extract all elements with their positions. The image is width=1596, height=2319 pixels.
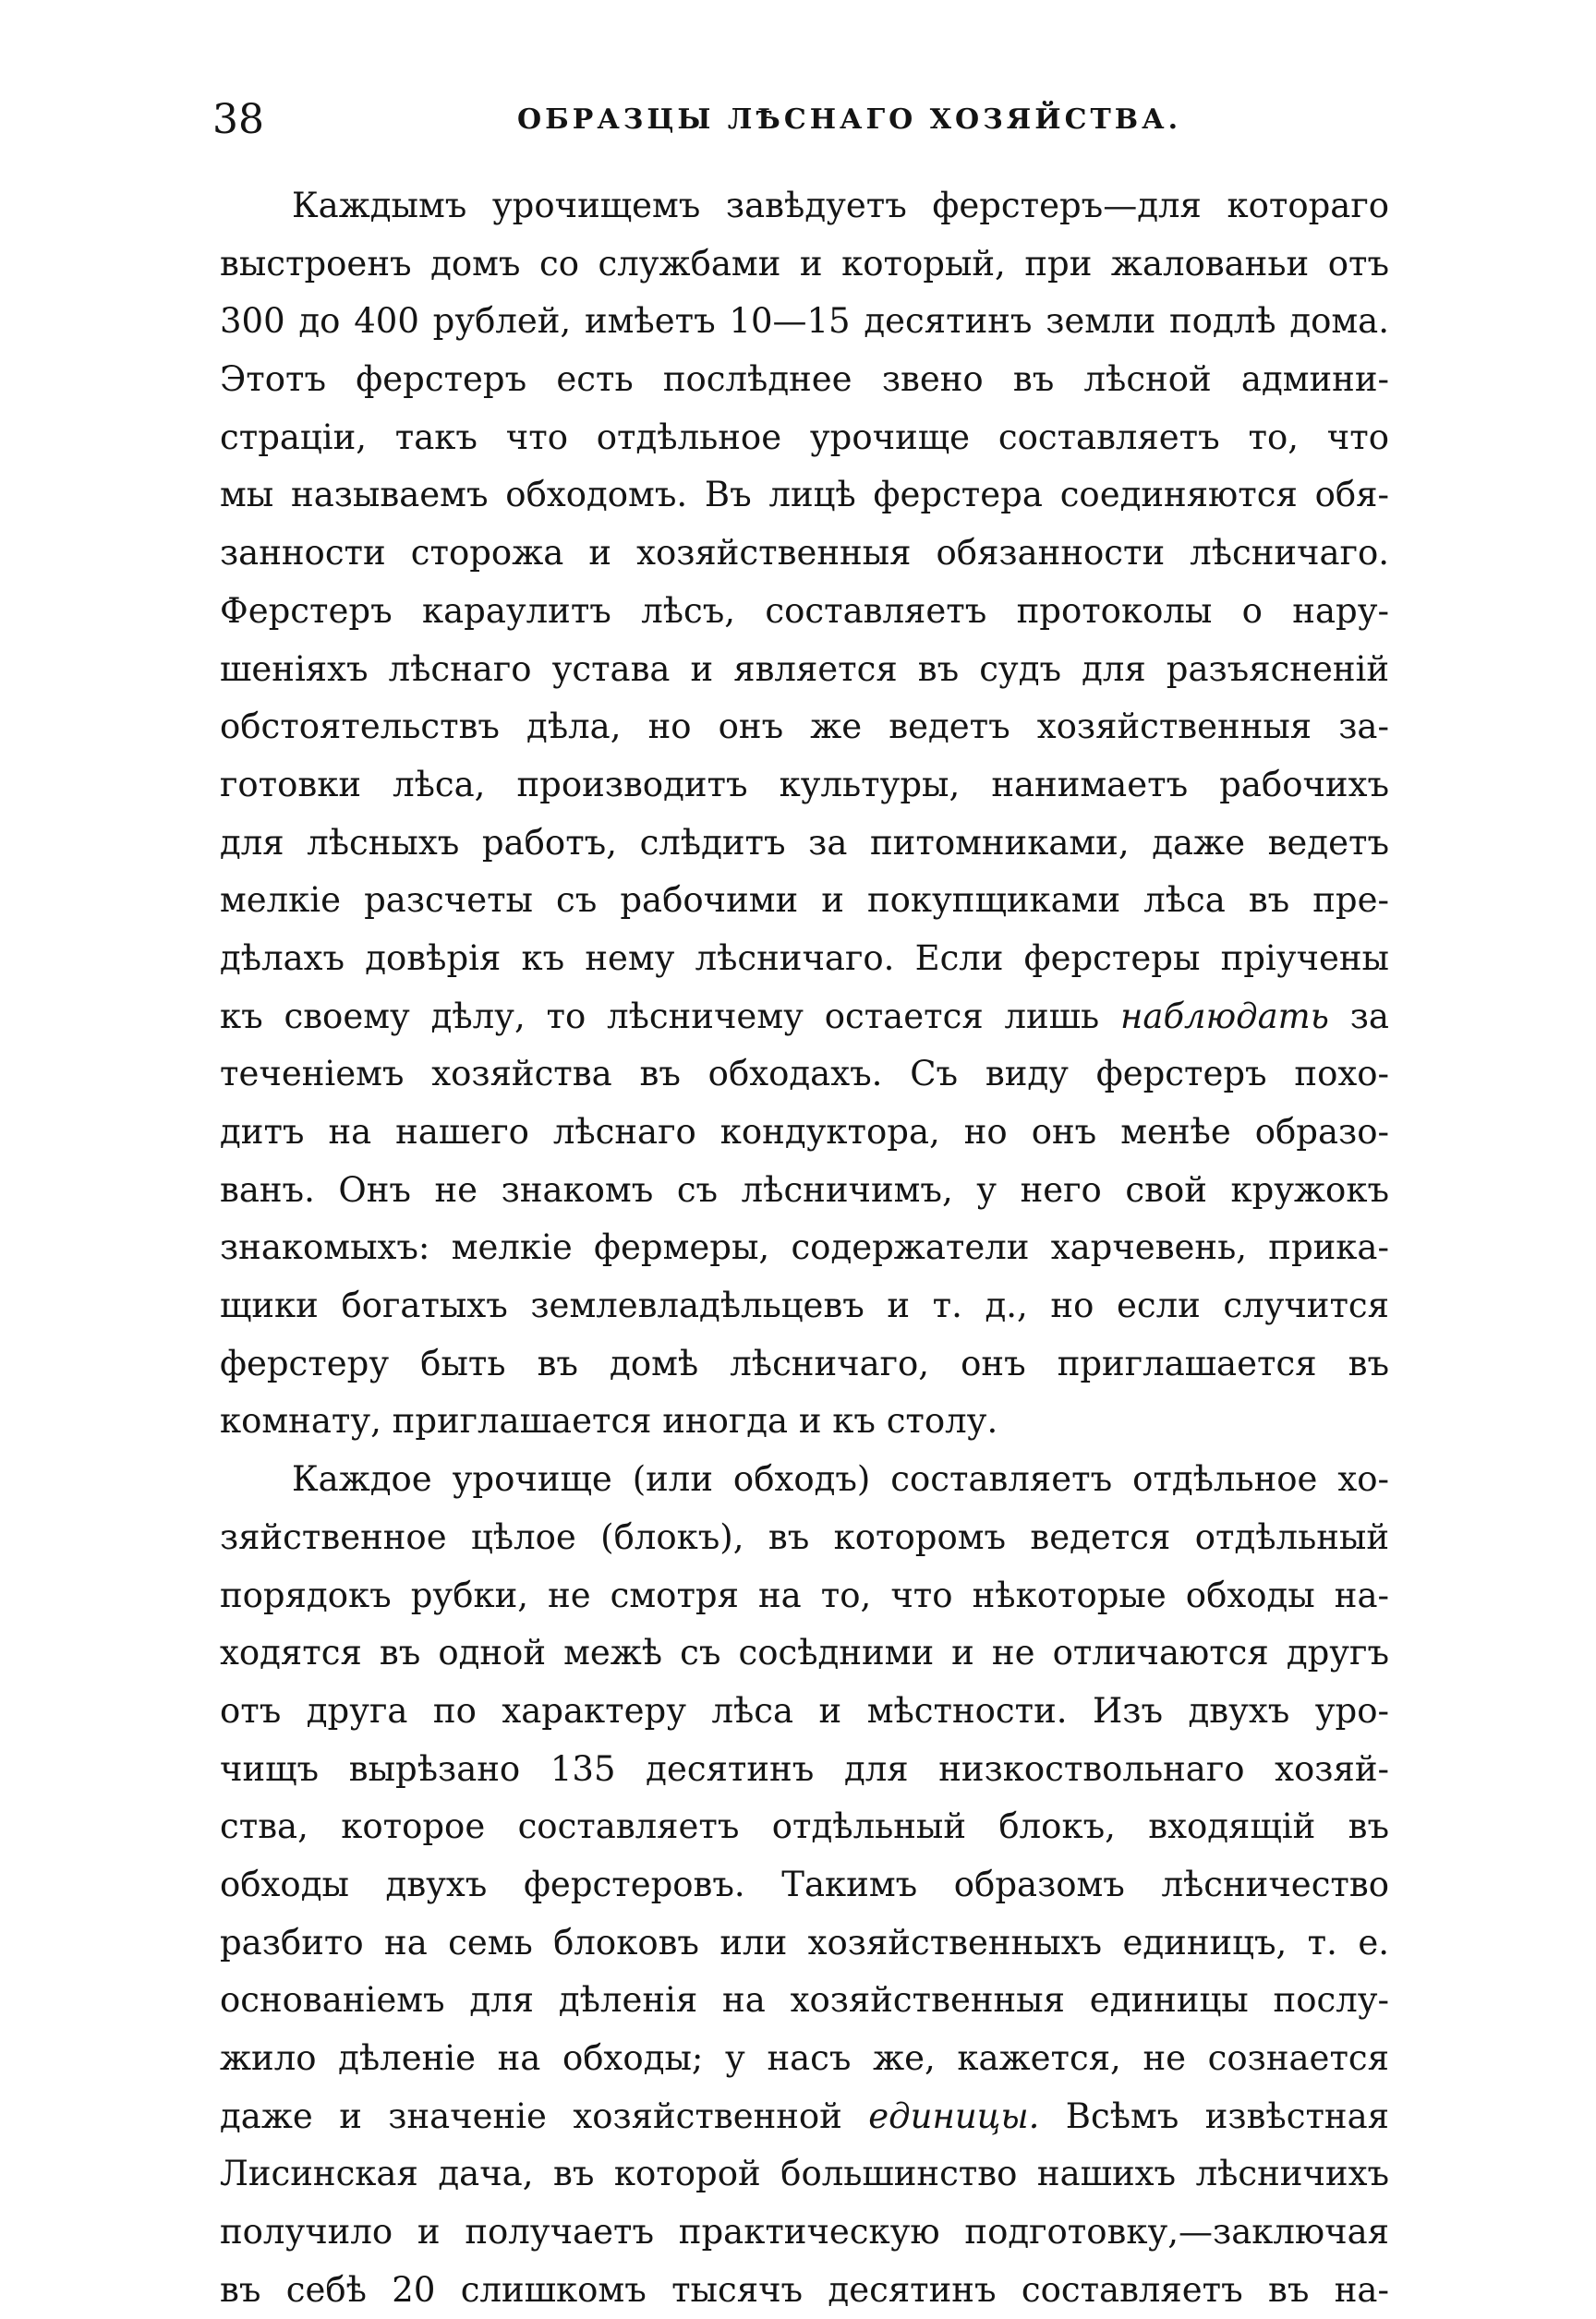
text-line: 300 до 400 рублей, имѣетъ 10—15 десятинъ земли подлѣ дома. <box>220 301 1389 342</box>
text-line: зяйственное цѣлое (блокъ), въ которомъ ведется отдѣльный <box>220 1516 1389 1557</box>
text-line: Каждымъ урочищемъ завѣдуетъ ферстеръ—для котораго <box>292 186 1389 225</box>
text-line <box>220 2088 1389 2146</box>
text-line: обстоятельствъ дѣла, но онъ же ведетъ хозяйственныя за- <box>220 707 1389 747</box>
italic-word: наблюдать <box>1120 996 1329 1036</box>
text-line: жило дѣленіе на обходы; у насъ же, кажется, не сознается <box>220 2038 1389 2078</box>
text-line <box>220 988 1389 1046</box>
text-line: Лисинская дача, въ которой большинство нашихъ лѣсничихъ <box>220 2154 1389 2194</box>
text-line: мелкіе разсчеты съ рабочими и покупщиками лѣса въ пре- <box>220 880 1389 921</box>
text-segment: даже и значеніе хозяйственной <box>220 2096 842 2136</box>
text-line: теченіемъ хозяйства въ обходахъ. Съ виду ферстеръ похо- <box>220 1054 1389 1094</box>
text-line: разбито на семь блоковъ или хозяйственныхъ единицъ, т. е. <box>220 1922 1389 1963</box>
text-line: отъ друга по характеру лѣса и мѣстности. Изъ двухъ уро- <box>220 1690 1389 1731</box>
text-segment: Всѣмъ извѣстная <box>1065 2096 1389 2136</box>
text-line: выстроенъ домъ со службами и который, при жалованьи отъ <box>220 243 1389 284</box>
text-line: знакомыхъ: мелкіе фермеры, содержатели харчевень, прика- <box>220 1227 1389 1268</box>
text-line: занности сторожа и хозяйственныя обязанности лѣсничаго. <box>220 533 1389 574</box>
text-line: ходятся въ одной межѣ съ сосѣдними и не отличаются другъ <box>220 1633 1389 1673</box>
text-line: мы называемъ обходомъ. Въ лицѣ ферстера соединяются обя- <box>220 475 1389 515</box>
text-line: для лѣсныхъ работъ, слѣдитъ за питомниками, даже ведетъ <box>220 822 1389 863</box>
text-line: Этотъ ферстеръ есть послѣднее звено въ лѣсной админи- <box>220 359 1389 400</box>
text-segment: за <box>1349 996 1389 1036</box>
text-line: Каждое урочище (или обходъ) составляетъ отдѣльное хо- <box>292 1459 1389 1500</box>
body-text <box>220 177 1389 2319</box>
page-number: 38 <box>212 96 264 143</box>
text-line: страціи, такъ что отдѣльное урочище составляетъ то, что <box>220 417 1389 457</box>
text-line: обходы двухъ ферстеровъ. Такимъ образомъ лѣсничество <box>220 1864 1389 1904</box>
text-line: шеніяхъ лѣснаго устава и является въ судъ для разъясненій <box>220 648 1389 689</box>
text-segment: къ своему дѣлу, то лѣсничему остается лишь <box>220 996 1100 1036</box>
text-line: порядокъ рубки, не смотря на то, что нѣкоторые обходы на- <box>220 1575 1389 1615</box>
text-line: дѣлахъ довѣрія къ нему лѣсничаго. Если ферстеры пріучены <box>220 937 1389 978</box>
text-line: готовки лѣса, производитъ культуры, нанимаетъ рабочихъ <box>220 764 1389 804</box>
text-line: основаніемъ для дѣленія на хозяйственныя единицы послу- <box>220 1980 1389 2021</box>
text-line: дитъ на нашего лѣснаго кондуктора, но онъ менѣе образо- <box>220 1112 1389 1152</box>
running-title: ОБРАЗЦЫ ЛѢСНАГО ХОЗЯЙСТВА. <box>517 103 1182 136</box>
text-line: ванъ. Онъ не знакомъ съ лѣсничимъ, у него свой кружокъ <box>220 1169 1389 1210</box>
italic-word: единицы. <box>868 2096 1040 2136</box>
text-line: щики богатыхъ землевладѣльцевъ и т. д., но если случится <box>220 1286 1389 1326</box>
text-line: въ себѣ 20 слишкомъ тысячъ десятинъ составляетъ въ на- <box>220 2269 1389 2310</box>
text-line: Ферстеръ караулитъ лѣсъ, составляетъ протоколы о нару- <box>220 590 1389 631</box>
text-line: получило и получаетъ практическую подготовку,—заключая <box>220 2212 1389 2253</box>
text-line: ства, которое составляетъ отдѣльный блокъ, входящій въ <box>220 1806 1389 1847</box>
text-line: чищъ вырѣзано 135 десятинъ для низкоствольнаго хозяй- <box>220 1748 1389 1789</box>
text-line: комнату, приглашается иногда и къ столу. <box>220 1401 998 1442</box>
text-line: ферстеру быть въ домѣ лѣсничаго, онъ приглашается въ <box>220 1343 1389 1383</box>
